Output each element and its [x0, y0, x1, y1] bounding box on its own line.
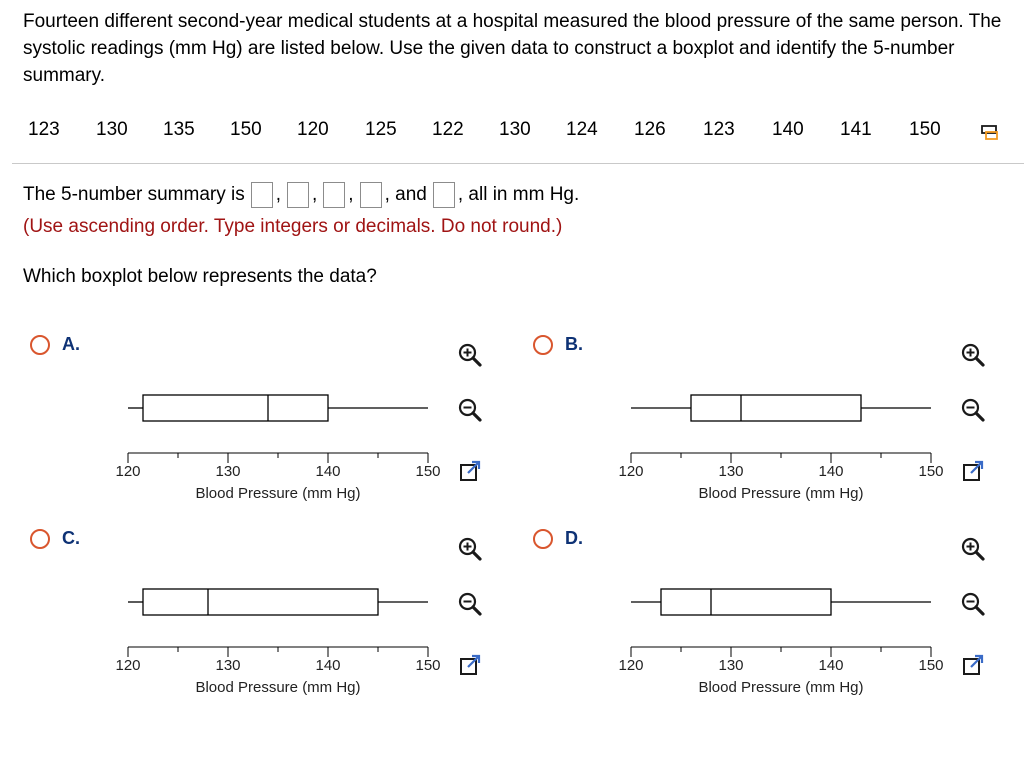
- x-tick-label: 130: [215, 657, 241, 674]
- box: [143, 395, 328, 421]
- x-tick-label: 130: [718, 463, 744, 480]
- data-values-row: [0, 117, 1024, 143]
- x-tick-label: 150: [415, 463, 441, 480]
- popout-button[interactable]: [958, 456, 988, 486]
- summary-comma: ,: [275, 184, 282, 205]
- data-value: 150: [909, 119, 941, 140]
- zoom-out-button[interactable]: [958, 395, 988, 425]
- x-tick-label: 140: [818, 657, 844, 674]
- copy-icon[interactable]: [980, 122, 1000, 142]
- data-value: 122: [432, 119, 464, 140]
- x-axis-label: Blood Pressure (mm Hg): [698, 679, 864, 696]
- zoom-in-button[interactable]: [455, 340, 485, 370]
- zoom-in-button[interactable]: [455, 534, 485, 564]
- option-a: [25, 330, 505, 520]
- data-value: 135: [163, 119, 195, 140]
- x-tick-label: 130: [215, 463, 241, 480]
- boxplot: [528, 330, 958, 510]
- option-letter: C.: [62, 528, 80, 548]
- option-letter: B.: [565, 334, 583, 354]
- data-value: 123: [703, 119, 735, 140]
- popout-button[interactable]: [958, 650, 988, 680]
- option-letter: D.: [565, 528, 583, 548]
- answer-box-q1[interactable]: [287, 182, 309, 208]
- popout-button[interactable]: [455, 456, 485, 486]
- answer-box-max[interactable]: [433, 182, 455, 208]
- answer-box-min[interactable]: [251, 182, 273, 208]
- summary-comma: ,: [348, 184, 354, 205]
- summary-suffix: , all in mm Hg.: [457, 184, 580, 205]
- option-c: [25, 524, 505, 714]
- x-axis-label: Blood Pressure (mm Hg): [698, 485, 864, 502]
- summary-comma: ,: [384, 184, 390, 205]
- zoom-out-button[interactable]: [958, 589, 988, 619]
- answer-instructions: (Use ascending order. Type integers or decimals. Do not round.): [23, 216, 563, 237]
- x-tick-label: 150: [415, 657, 441, 674]
- boxplot: [25, 330, 455, 510]
- summary-comma: ,: [312, 184, 318, 205]
- summary-and: and: [395, 184, 427, 205]
- zoom-out-button[interactable]: [455, 589, 485, 619]
- x-tick-label: 130: [718, 657, 744, 674]
- data-value: 124: [566, 119, 598, 140]
- data-value: 141: [840, 119, 872, 140]
- x-tick-label: 140: [818, 463, 844, 480]
- data-value: 150: [230, 119, 262, 140]
- option-letter: A.: [62, 334, 80, 354]
- zoom-in-button[interactable]: [958, 340, 988, 370]
- summary-prefix: The 5-number summary is: [23, 184, 245, 205]
- boxplot: [528, 524, 958, 704]
- box: [661, 589, 831, 615]
- five-number-summary-line: [23, 180, 579, 210]
- boxplot-question: Which boxplot below represents the data?: [23, 266, 377, 287]
- x-axis-label: Blood Pressure (mm Hg): [195, 485, 361, 502]
- x-tick-label: 120: [618, 463, 644, 480]
- box: [691, 395, 861, 421]
- box: [143, 589, 378, 615]
- x-axis-label: Blood Pressure (mm Hg): [195, 679, 361, 696]
- popout-button[interactable]: [455, 650, 485, 680]
- x-tick-label: 120: [618, 657, 644, 674]
- zoom-in-button[interactable]: [958, 534, 988, 564]
- boxplot: [25, 524, 455, 704]
- data-value: 126: [634, 119, 666, 140]
- option-b: [528, 330, 1008, 520]
- x-tick-label: 120: [115, 657, 141, 674]
- data-value: 140: [772, 119, 804, 140]
- data-value: 120: [297, 119, 329, 140]
- divider: [12, 163, 1024, 164]
- x-tick-label: 150: [918, 463, 944, 480]
- data-value: 130: [499, 119, 531, 140]
- x-tick-label: 150: [918, 657, 944, 674]
- answer-box-q3[interactable]: [360, 182, 382, 208]
- x-tick-label: 120: [115, 463, 141, 480]
- answer-box-median[interactable]: [323, 182, 345, 208]
- zoom-out-button[interactable]: [455, 395, 485, 425]
- option-d: [528, 524, 1008, 714]
- data-value: 130: [96, 119, 128, 140]
- question-text: Fourteen different second-year medical students at a hospital measured the blood pressure of the same person. The systolic readings (mm Hg) are listed below. Use the given data to construct a boxplot and identify the 5-number summary.: [23, 11, 1002, 86]
- data-value: 123: [28, 119, 60, 140]
- x-tick-label: 140: [315, 657, 341, 674]
- x-tick-label: 140: [315, 463, 341, 480]
- data-value: 125: [365, 119, 397, 140]
